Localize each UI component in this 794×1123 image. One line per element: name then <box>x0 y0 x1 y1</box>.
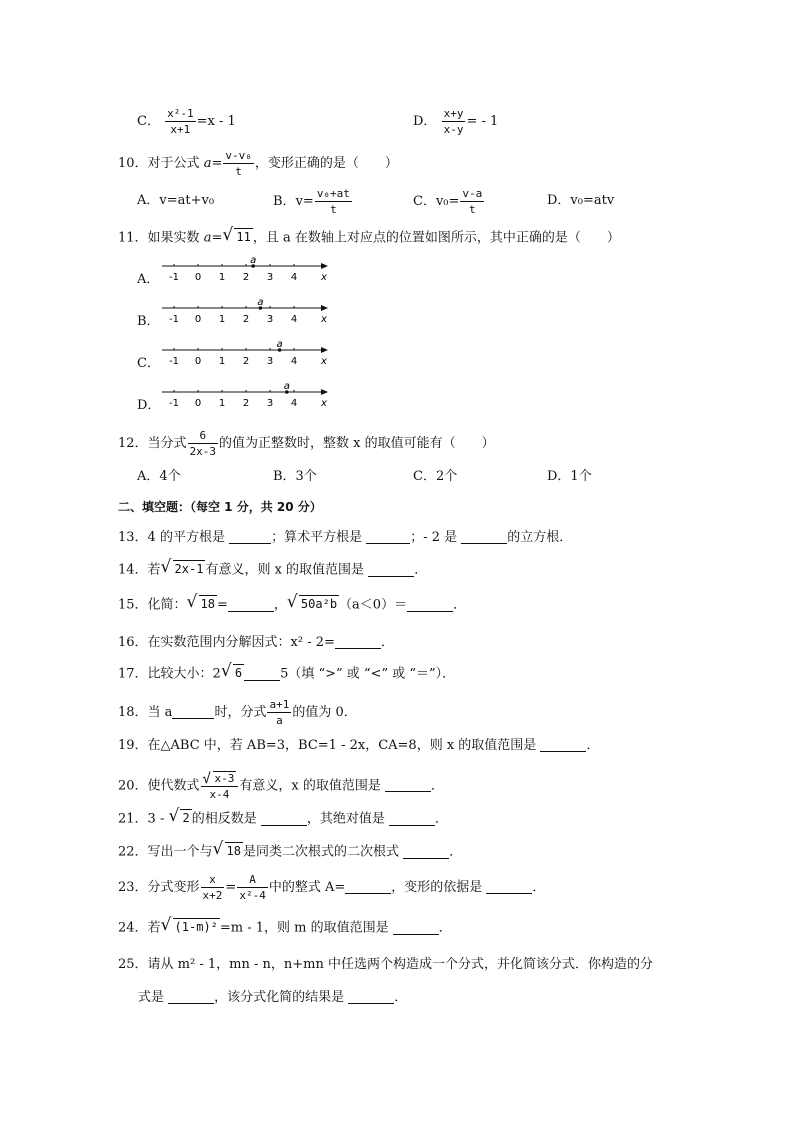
tick-label: 2 <box>242 356 250 367</box>
q11-option-a-label: A． <box>137 272 160 287</box>
radicand: 18 <box>226 844 241 858</box>
tick-label: -1 <box>169 314 179 325</box>
variable: a <box>203 230 212 246</box>
radicand: (1-m)² <box>174 920 218 934</box>
tick-label: 1 <box>218 398 226 409</box>
tick-label: 2 <box>242 314 250 325</box>
question-13 <box>118 528 572 548</box>
answer-blank[interactable] <box>348 989 394 1004</box>
sqrt: √ 6 <box>220 661 243 681</box>
period: ． <box>586 738 600 753</box>
question-text: 10．对于公式 <box>118 156 204 171</box>
variable: a <box>203 156 212 171</box>
denominator: x²-4 <box>239 889 266 902</box>
answer-blank[interactable] <box>228 597 274 612</box>
question-text: 有意义，x 的取值范围是 <box>239 778 386 794</box>
tick-label: -1 <box>169 272 179 283</box>
comma: ， <box>273 597 287 613</box>
tick-label: 4 <box>290 314 298 325</box>
radicand: 6 <box>234 666 243 680</box>
sqrt: √ x-3 <box>202 770 235 787</box>
question-text: 16．在实数范围内分解因式：x² - 2= <box>118 635 335 650</box>
number-line-a <box>162 256 334 286</box>
radicand: 50a²b <box>300 597 338 611</box>
answer-blank[interactable] <box>345 879 391 894</box>
tick-label: 3 <box>266 398 274 409</box>
q12-option-a: A．4个 <box>137 469 181 484</box>
fraction <box>165 106 196 137</box>
numerator: A <box>237 872 268 888</box>
number-line-b <box>162 298 334 328</box>
axis-label: x <box>321 272 327 283</box>
point-label: a <box>250 255 257 266</box>
question-text: 时，分式 <box>214 705 267 720</box>
tick-label: 3 <box>266 272 274 283</box>
point-label: a <box>257 297 264 308</box>
question-18 <box>118 697 357 728</box>
numerator: x²-1 <box>167 107 194 120</box>
number-line-d <box>162 382 334 412</box>
tick-label: -1 <box>169 356 179 367</box>
tick-label: 2 <box>242 272 250 283</box>
question-text: 19．在△ABC 中，若 AB=3，BC=1 - 2x，CA=8，则 x 的取值范围是 <box>118 738 541 753</box>
denominator: t <box>469 203 476 216</box>
q11-option-b-label: B． <box>137 314 160 329</box>
q11-option-d-label: D． <box>137 398 161 413</box>
fraction <box>237 872 268 903</box>
tick-label: 4 <box>290 398 298 409</box>
axis-label: x <box>321 398 327 409</box>
question-text: 12．当分式 <box>118 436 187 451</box>
option-label: C． <box>137 114 160 129</box>
equals: = <box>217 597 228 613</box>
q10-option-c <box>413 186 485 217</box>
fraction <box>201 872 225 903</box>
option-label: D． <box>413 114 437 129</box>
question-21 <box>118 806 449 830</box>
question-text: 17．比较大小：2 <box>118 666 221 682</box>
equals: = <box>225 880 237 895</box>
question-text: 的值为 0． <box>292 705 357 720</box>
number-line-c <box>162 340 334 370</box>
answer-blank[interactable] <box>172 704 214 719</box>
q9-option-c <box>137 106 236 137</box>
question-text: 有意义，则 x 的取值范围是 <box>205 562 369 578</box>
answer-blank[interactable] <box>540 737 586 752</box>
answer-blank[interactable] <box>403 844 449 859</box>
question-text: 的立方根． <box>507 530 573 545</box>
axis-label: x <box>321 356 327 367</box>
tick-label: 2 <box>242 398 250 409</box>
denominator: x+2 <box>202 889 223 902</box>
answer-blank[interactable] <box>486 879 532 894</box>
numerator: a+1 <box>269 698 290 711</box>
condition: （a＜0）＝ <box>339 597 408 613</box>
denominator: 2x-3 <box>189 445 217 458</box>
fraction <box>315 186 352 217</box>
question-text: 23．分式变形 <box>118 880 200 895</box>
answer-blank[interactable] <box>366 529 410 544</box>
question-25-line-2 <box>138 988 407 1008</box>
sqrt: √ 18 <box>186 592 215 612</box>
sqrt: √ 2x-1 <box>160 557 204 577</box>
tick-label: 0 <box>194 398 202 409</box>
answer-blank[interactable] <box>335 634 381 649</box>
q12-option-d: D．1个 <box>547 469 592 484</box>
answer-blank[interactable] <box>368 562 414 577</box>
tick-label: 0 <box>194 356 202 367</box>
radicand: 11 <box>236 230 251 244</box>
question-text: 是同类二次根式的二次根式 <box>243 844 404 860</box>
question-16 <box>118 633 394 653</box>
point-label: a <box>276 339 283 350</box>
period: ． <box>453 597 467 613</box>
radicand: 2 <box>182 811 190 825</box>
question-24 <box>118 915 452 939</box>
question-10 <box>118 148 398 179</box>
numerator: v-v₀ <box>225 149 252 162</box>
denominator: x-4 <box>209 787 230 801</box>
question-text: 21．3 - <box>118 811 169 827</box>
question-text: 22．写出一个与 <box>118 844 213 860</box>
fraction <box>201 770 239 802</box>
rhs: =x - 1 <box>196 114 236 129</box>
q9-option-d <box>413 106 498 137</box>
sqrt: √ 50a²b <box>286 592 338 612</box>
tick-label: 3 <box>266 356 274 367</box>
tick-label: 0 <box>194 314 202 325</box>
question-text: ，且 a 在数轴上对应点的位置如图所示，其中正确的是（ ） <box>252 230 620 246</box>
question-text: 中的整式 A= <box>268 880 346 895</box>
question-20 <box>118 770 444 802</box>
point-label: a <box>283 381 290 392</box>
equals: = <box>211 156 223 171</box>
tick-label: 1 <box>218 272 226 283</box>
question-text: ；- 2 是 <box>410 530 462 545</box>
tick-label: 0 <box>194 272 202 283</box>
sqrt: √ 2 <box>168 806 190 826</box>
fraction <box>188 428 219 459</box>
q10-option-d: D．v₀=atv <box>547 193 615 208</box>
option-label: B． <box>273 194 296 209</box>
tick-label: 1 <box>218 314 226 325</box>
question-text: 11．如果实数 <box>118 230 204 246</box>
question-text: ，变形的依据是 <box>391 880 487 895</box>
period: ． <box>435 811 449 827</box>
lhs: v= <box>295 194 314 209</box>
option-label: C． <box>413 194 436 209</box>
question-12 <box>118 428 495 459</box>
denominator: x+1 <box>170 123 191 136</box>
question-text: ，变形正确的是（ ） <box>254 156 398 171</box>
axis-arrow <box>321 347 328 353</box>
question-23 <box>118 872 545 903</box>
tick-label: 4 <box>290 356 298 367</box>
question-19 <box>118 736 599 756</box>
question-text: ，其绝对值是 <box>306 811 389 827</box>
sqrt: √ 11 <box>222 225 251 245</box>
numerator: v₀+at <box>316 187 350 200</box>
question-11 <box>118 225 620 249</box>
answer-blank[interactable] <box>393 920 439 935</box>
period: ． <box>532 880 546 895</box>
question-17 <box>118 661 456 685</box>
radicand: 2x-1 <box>174 562 204 576</box>
answer-blank[interactable] <box>461 529 507 544</box>
answer-blank[interactable] <box>389 811 435 826</box>
axis-arrow <box>321 305 328 311</box>
period: ． <box>449 844 463 860</box>
answer-blank[interactable] <box>261 811 307 826</box>
answer-blank[interactable] <box>168 989 214 1004</box>
answer-blank[interactable] <box>244 666 280 681</box>
lhs: v₀= <box>435 194 460 209</box>
question-14 <box>118 557 428 581</box>
sqrt: √ 18 <box>212 839 241 859</box>
numerator: x+y <box>443 107 464 120</box>
q12-option-b: B．3个 <box>273 469 317 484</box>
tick-label: 1 <box>218 356 226 367</box>
answer-blank[interactable] <box>229 529 271 544</box>
question-text: ；算术平方根是 <box>271 530 367 545</box>
period: ． <box>431 778 445 794</box>
denominator: x-y <box>443 123 464 136</box>
question-text: 13．4 的平方根是 <box>118 530 230 545</box>
fraction <box>223 148 254 179</box>
period: ． <box>380 635 394 650</box>
axis-arrow <box>321 389 328 395</box>
question-text: 18．当 a <box>118 705 173 720</box>
question-15 <box>118 592 467 616</box>
rhs: = - 1 <box>466 114 499 129</box>
question-text: 15．化简： <box>118 597 187 613</box>
q10-option-a: A．v=at+v₀ <box>137 193 215 208</box>
question-text: 24．若 <box>118 920 161 936</box>
tick-label: -1 <box>169 398 179 409</box>
question-text: ，该分式化简的结果是 <box>214 990 349 1005</box>
question-text: 式是 <box>138 990 169 1005</box>
question-text: 14．若 <box>118 562 161 578</box>
tick-label: 4 <box>290 272 298 283</box>
q11-option-c-label: C． <box>137 356 160 371</box>
q10-option-b <box>273 186 353 217</box>
numerator: v-a <box>462 187 483 200</box>
period: ． <box>438 920 452 936</box>
denominator: a <box>276 714 283 727</box>
fraction <box>460 186 484 217</box>
numerator: x <box>201 872 225 888</box>
denominator: t <box>235 165 242 178</box>
radicand: 18 <box>200 597 215 611</box>
answer-blank[interactable] <box>407 597 453 612</box>
question-25-line-1: 25．请从 m² - 1，mn - n，n+mn 中任选两个构造成一个分式，并化简该分式．你构造的分 <box>118 957 653 972</box>
axis-label: x <box>321 314 327 325</box>
q12-option-c: C．2个 <box>413 469 458 484</box>
question-22 <box>118 839 463 863</box>
question-text: =m - 1，则 m 的取值范围是 <box>219 920 393 936</box>
numerator: 6 <box>188 428 219 444</box>
answer-blank[interactable] <box>385 777 431 792</box>
equals: = <box>211 230 223 246</box>
section-heading: 二、填空题：（每空 1 分，共 20 分） <box>118 500 322 514</box>
tick-label: 3 <box>266 314 274 325</box>
period: ． <box>394 990 408 1005</box>
denominator: t <box>330 203 337 216</box>
fraction <box>267 697 291 728</box>
fraction <box>442 106 466 137</box>
question-text: 的相反数是 <box>191 811 261 827</box>
axis-arrow <box>321 263 328 269</box>
question-text: 5（填 “>” 或 “<” 或 “＝”）． <box>280 666 456 682</box>
radicand: x-3 <box>214 771 235 785</box>
period: ． <box>414 562 428 578</box>
question-text: 的值为正整数时，整数 x 的取值可能有（ ） <box>219 436 495 451</box>
sqrt: √ (1-m)² <box>160 915 218 935</box>
question-text: 20．使代数式 <box>118 778 200 794</box>
